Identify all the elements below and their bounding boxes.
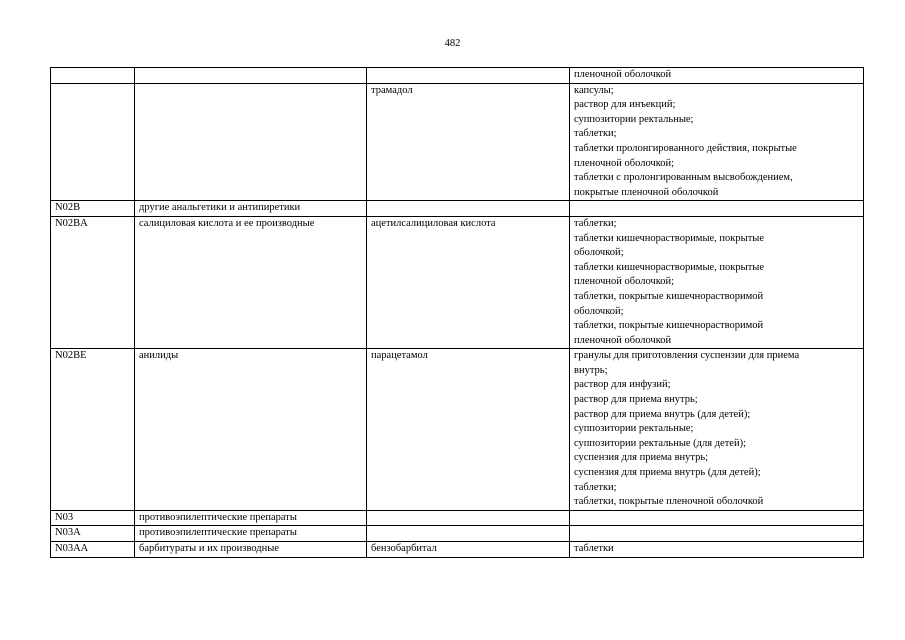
- dosage-form-line: суппозитории ректальные;: [574, 423, 694, 435]
- dosage-form-line: [574, 526, 859, 541]
- dosage-form-line: таблетки, покрытые кишечнорастворимой: [574, 290, 764, 302]
- dosage-form-line: оболочкой;: [574, 247, 624, 259]
- dosage-form-line: таблетки, покрытые пленочной оболочкой: [574, 496, 764, 508]
- atc-code-text: [55, 84, 130, 99]
- atc-code-text: N03AA: [55, 543, 89, 554]
- dosage-form-line: таблетки, покрытые кишечнорастворимой: [574, 320, 764, 332]
- dosage-form-line: раствор для инфузий;: [574, 379, 671, 391]
- dosage-form-line: [574, 201, 859, 216]
- dosage-form-line: внутрь;: [574, 364, 608, 376]
- dosage-form-cell: [570, 216, 864, 348]
- drug-table: [50, 67, 864, 558]
- atc-code-text: N03: [55, 511, 74, 523]
- dosage-form-line: капсулы;: [574, 84, 614, 96]
- atc-code-cell: [51, 526, 135, 542]
- dosage-form-cell: [570, 349, 864, 511]
- drug-group-cell: [135, 542, 367, 558]
- drug-group-cell: [135, 216, 367, 348]
- drug-group-cell: [135, 83, 367, 201]
- atc-code-cell: [51, 510, 135, 526]
- drug-group-cell: [135, 349, 367, 511]
- drug-name-text: трамадол: [371, 84, 413, 96]
- dosage-form-line: суспензия для приема внутрь;: [574, 452, 709, 464]
- dosage-form-cell: [570, 526, 864, 542]
- atc-code-cell: [51, 542, 135, 558]
- dosage-form-line: пленочной оболочкой;: [574, 157, 675, 169]
- drug-group-text: барбитураты и их производные: [139, 543, 279, 554]
- dosage-form-line: раствор для приема внутрь (для детей);: [574, 408, 751, 420]
- atc-code-text: N02BE: [55, 350, 87, 362]
- dosage-form-cell: [570, 68, 864, 84]
- atc-code-cell: [51, 68, 135, 84]
- dosage-form-line: таблетки;: [574, 481, 617, 493]
- drug-group-text: другие анальгетики и антипиретики: [139, 202, 301, 214]
- drug-name-cell: [367, 68, 570, 84]
- drug-name-text: [371, 526, 565, 541]
- atc-code-cell: [51, 216, 135, 348]
- drug-group-cell: [135, 201, 367, 217]
- table-row: [51, 526, 864, 542]
- drug-group-text: анилиды: [139, 350, 179, 362]
- dosage-form-line: таблетки пролонгированного действия, покрытые: [574, 142, 797, 154]
- drug-group-cell: [135, 510, 367, 526]
- dosage-form-line: раствор для инъекций;: [574, 99, 676, 111]
- drug-name-text: [371, 201, 565, 216]
- drug-group-text: [139, 84, 362, 99]
- dosage-form-line: [574, 511, 859, 526]
- drug-group-text: [139, 68, 362, 83]
- drug-name-text: [371, 511, 565, 526]
- dosage-form-cell: [570, 542, 864, 558]
- dosage-form-cell: [570, 83, 864, 201]
- drug-name-cell: [367, 349, 570, 511]
- atc-code-cell: [51, 83, 135, 201]
- dosage-form-line: оболочкой;: [574, 305, 624, 317]
- dosage-form-line: таблетки с пролонгированным высвобождением,: [574, 172, 793, 184]
- table-row: [51, 542, 864, 558]
- drug-name-cell: [367, 542, 570, 558]
- atc-code-text: N02B: [55, 202, 81, 214]
- dosage-form-line: пленочной оболочкой: [574, 334, 672, 346]
- table-row: [51, 349, 864, 511]
- dosage-form-line: пленочной оболочкой: [574, 69, 672, 80]
- table-row: [51, 216, 864, 348]
- page-number: 482: [444, 38, 461, 49]
- drug-name-cell: [367, 216, 570, 348]
- drug-group-cell: [135, 526, 367, 542]
- drug-group-cell: [135, 68, 367, 84]
- dosage-form-line: суспензия для приема внутрь (для детей);: [574, 467, 761, 479]
- drug-name-cell: [367, 201, 570, 217]
- dosage-form-line: пленочной оболочкой;: [574, 276, 675, 288]
- drug-group-text: противоэпилептические препараты: [139, 511, 297, 523]
- atc-code-text: N02BA: [55, 217, 88, 229]
- drug-name-cell: [367, 83, 570, 201]
- dosage-form-line: таблетки;: [574, 217, 617, 229]
- dosage-form-line: покрытые пленочной оболочкой: [574, 186, 719, 198]
- atc-code-text: [55, 68, 130, 83]
- table-row: [51, 201, 864, 217]
- drug-name-text: [371, 68, 565, 83]
- dosage-form-cell: [570, 201, 864, 217]
- dosage-form-line: таблетки кишечнорастворимые, покрытые: [574, 261, 764, 273]
- drug-group-text: противоэпилептические препараты: [139, 527, 297, 539]
- dosage-form-line: суппозитории ректальные (для детей);: [574, 437, 746, 449]
- table-body: [51, 68, 864, 558]
- drug-name-text: бензобарбитал: [371, 543, 437, 554]
- table-row: [51, 83, 864, 201]
- atc-code-cell: [51, 201, 135, 217]
- dosage-form-line: таблетки: [574, 543, 614, 554]
- dosage-form-line: раствор для приема внутрь;: [574, 394, 698, 406]
- dosage-form-line: суппозитории ректальные;: [574, 113, 694, 125]
- drug-name-text: ацетилсалициловая кислота: [371, 217, 496, 229]
- drug-group-text: салициловая кислота и ее производные: [139, 217, 315, 229]
- dosage-form-line: таблетки;: [574, 128, 617, 140]
- atc-code-cell: [51, 349, 135, 511]
- table-row: [51, 68, 864, 84]
- dosage-form-cell: [570, 510, 864, 526]
- atc-code-text: N03A: [55, 527, 81, 539]
- table-row: [51, 510, 864, 526]
- dosage-form-line: гранулы для приготовления суспензии для приема: [574, 350, 800, 362]
- drug-name-cell: [367, 526, 570, 542]
- drug-name-cell: [367, 510, 570, 526]
- drug-name-text: парацетамол: [371, 350, 428, 362]
- dosage-form-line: таблетки кишечнорастворимые, покрытые: [574, 232, 764, 244]
